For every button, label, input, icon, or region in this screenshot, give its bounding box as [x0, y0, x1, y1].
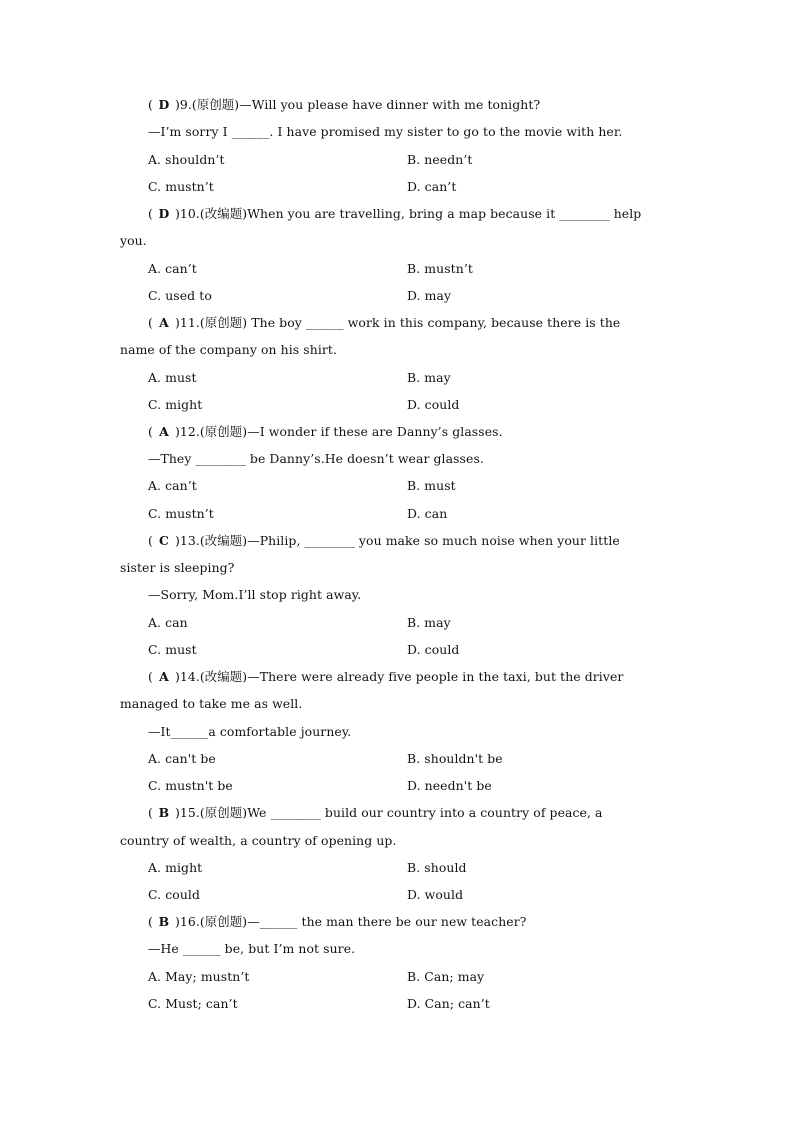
option-d: D. may [407, 288, 452, 303]
question-13-line-1: sister is sleeping? [120, 560, 235, 575]
option-d: D. can’t [407, 179, 457, 194]
question-12-stem: ( A )12.(原创题)—I wonder if these are Danny’s glasses. [148, 418, 708, 445]
option-d: D. can [407, 506, 448, 521]
option-a: A. shouldn’t [148, 152, 225, 167]
answer-9: D [158, 97, 170, 112]
question-9-options-row-1 [0, 146, 794, 173]
option-d: D. would [407, 887, 464, 902]
question-13-line-2: —Sorry, Mom.I’ll stop right away. [148, 587, 362, 602]
question-16-options-row-2 [0, 990, 794, 1017]
question-16-stem: ( B )16.(原创题)—______ the man there be our new teacher? [148, 908, 708, 935]
option-b: B. shouldn't be [407, 751, 503, 766]
question-9-line-1: —I’m sorry I ______. I have promised my sister to go to the movie with her. [148, 124, 623, 139]
question-11-stem: ( A )11.(原创题) The boy ______ work in this company, because there is the [148, 309, 708, 336]
answer-10: D [158, 206, 170, 221]
question-15-line-1: country of wealth, a country of opening up. [120, 833, 397, 848]
question-14-options-row-2 [0, 772, 794, 799]
question-10-line-1: you. [120, 233, 147, 248]
question-12-options-row-1 [0, 472, 794, 499]
option-b: B. should [407, 860, 467, 875]
option-b: B. mustn’t [407, 261, 473, 276]
question-15-options-row-2 [0, 881, 794, 908]
question-11-options-row-1 [0, 364, 794, 391]
option-b: B. Can; may [407, 969, 485, 984]
option-c: C. could [148, 887, 200, 902]
option-c: C. must [148, 642, 197, 657]
option-d: D. could [407, 397, 460, 412]
question-14-stem: ( A )14.(改编题)—There were already five people in the taxi, but the driver [148, 663, 708, 690]
option-d: D. Can; can’t [407, 996, 490, 1011]
question-12-options-row-2 [0, 500, 794, 527]
option-b: B. must [407, 478, 456, 493]
option-b: B. needn’t [407, 152, 473, 167]
question-16-options-row-1 [0, 963, 794, 990]
question-14-options-row-1 [0, 745, 794, 772]
question-15-options-row-1 [0, 854, 794, 881]
question-15-stem: ( B )15.(原创题)We ________ build our country into a country of peace, a [148, 799, 708, 826]
option-a: A. can't be [148, 751, 216, 766]
option-c: C. mustn’t [148, 506, 214, 521]
question-16-line-1: —He ______ be, but I’m not sure. [148, 941, 356, 956]
question-9-options-row-2 [0, 173, 794, 200]
answer-12: A [159, 424, 169, 439]
option-a: A. can’t [148, 478, 197, 493]
question-10-options-row-1 [0, 255, 794, 282]
answer-16: B [158, 914, 170, 929]
option-c: C. might [148, 397, 203, 412]
question-11-line-1: name of the company on his shirt. [120, 342, 338, 357]
option-b: B. may [407, 615, 451, 630]
question-13-stem: ( C )13.(改编题)—Philip, ________ you make so much noise when your little [148, 527, 708, 554]
answer-14: A [159, 669, 169, 684]
question-12-line-1: —They ________ be Danny’s.He doesn’t wear glasses. [148, 451, 484, 466]
option-c: C. mustn't be [148, 778, 233, 793]
answer-13: C [158, 533, 169, 548]
question-14-line-2: —It______a comfortable journey. [148, 724, 352, 739]
question-11-options-row-2 [0, 391, 794, 418]
option-a: A. might [148, 860, 203, 875]
option-c: C. used to [148, 288, 212, 303]
paren-open: ( [148, 97, 153, 112]
question-10-stem: ( D )10.(改编题)When you are travelling, bring a map because it ________ help [148, 200, 708, 227]
option-d: D. could [407, 642, 460, 657]
answer-15: B [158, 805, 170, 820]
question-13-options-row-2 [0, 636, 794, 663]
option-a: A. can’t [148, 261, 197, 276]
option-a: A. can [148, 615, 188, 630]
question-10-options-row-2 [0, 282, 794, 309]
option-a: A. must [148, 370, 197, 385]
option-c: C. mustn’t [148, 179, 214, 194]
option-d: D. needn't be [407, 778, 492, 793]
option-a: A. May; mustn’t [148, 969, 250, 984]
answer-11: A [159, 315, 169, 330]
question-13-options-row-1 [0, 609, 794, 636]
question-9-stem: ( D )9.(原创题)—Will you please have dinner with me tonight? [148, 91, 708, 118]
option-b: B. may [407, 370, 451, 385]
question-14-line-1: managed to take me as well. [120, 696, 303, 711]
option-c: C. Must; can’t [148, 996, 238, 1011]
